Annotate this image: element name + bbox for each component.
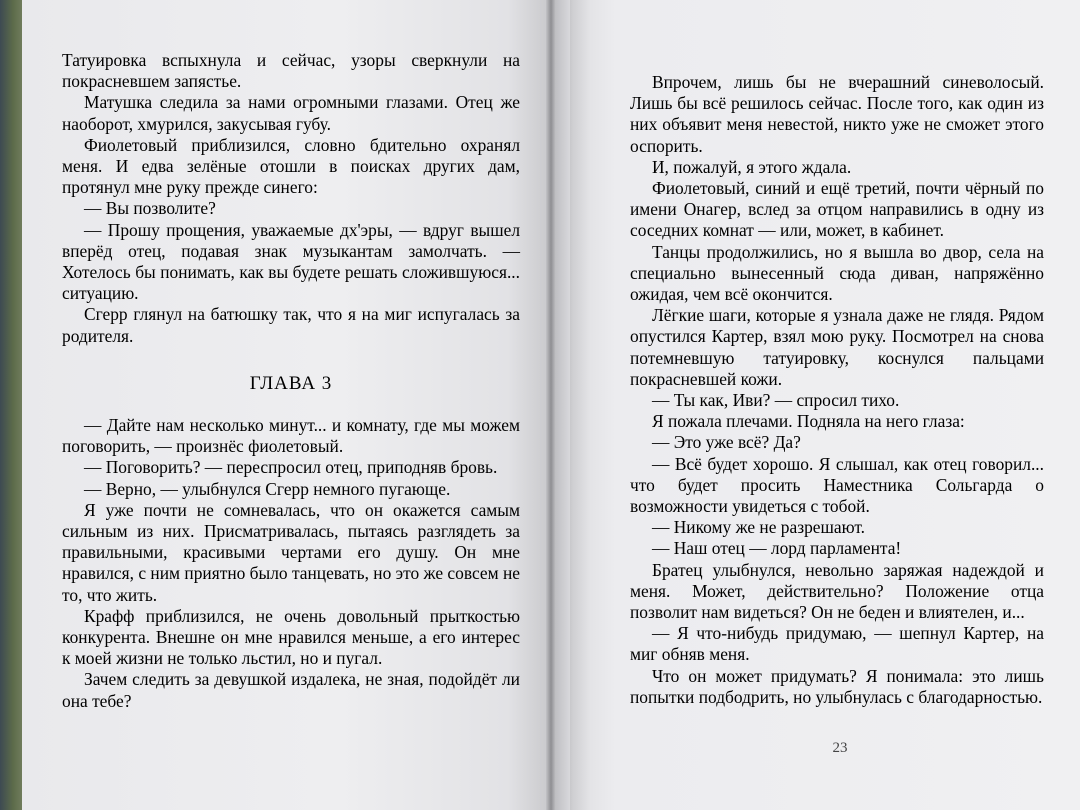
paragraph: Матушка следила за нами огромными глазами. Отец же наоборот, хмурился, закусывая губу. [62, 92, 520, 134]
paragraph: Что он может придумать? Я понимала: это лишь попытки подбодрить, но улыбнулась с благодарностью. [630, 665, 1044, 707]
paragraph: — Это уже всё? Да? [652, 432, 801, 453]
paragraph: Фиолетовый приблизился, словно бдительно охранял меня. И едва зелёные отошли в поисках других дам, протянул мне руку прежде синего: [62, 134, 520, 198]
paragraph: — Всё будет хорошо. Я слышал, как отец говорил... что будет просить Наместника Сольгарда о возможности увидеться с тобой. [630, 453, 1044, 517]
paragraph: Я уже почти не сомневалась, что он окажется самым сильным из них. Присматривалась, пытаясь разглядеть за правильными, красивыми чертами его душу. Он мне нравился, с ним приятно было танцевать, но это же совсем не то, что жить. [62, 499, 520, 605]
paragraph: — Ты как, Иви? — спросил тихо. [652, 390, 900, 411]
paragraph: Зачем следить за девушкой издалека, не зная, подойдёт ли она тебе? [62, 669, 520, 711]
paragraph: — Никому же не разрешают. [652, 517, 866, 538]
paragraph: Я пожала плечами. Подняла на него глаза: [652, 411, 965, 432]
paragraph: Крафф приблизился, не очень довольный прыткостью конкурента. Внешне он мне нравился меньше, а его интерес к моей жизни не только льстил, но и пугал. [62, 605, 520, 669]
book-gutter [546, 0, 556, 810]
page-shadow [570, 0, 590, 810]
chapter-heading: ГЛАВА 3 [249, 372, 333, 394]
paragraph: Танцы продолжились, но я вышла во двор, села на специально вынесенный сюда диван, напряжённо ожидая, чем всё окончится. [630, 241, 1044, 305]
paragraph: И, пожалуй, я этого ждала. [652, 156, 852, 177]
paragraph: Татуировка вспыхнула и сейчас, узоры сверкнули на покрасневшем запястье. [62, 50, 520, 92]
paragraph: Впрочем, лишь бы не вчерашний синеволосый. Лишь бы всё решилось сейчас. После того, как один из них объявит меня невестой, никто уже не сможет этого оспорить. [630, 72, 1044, 156]
paragraph: — Я что-нибудь придумаю, — шепнул Картер, на миг обняв меня. [630, 623, 1044, 665]
paragraph: Братец улыбнулся, невольно заряжая надеждой и меня. Может, действительно? Положение отца позволит нам видеться? Он не беден и влиятелен, и... [630, 559, 1044, 623]
paragraph: — Наш отец — лорд парламента! [652, 538, 902, 559]
paragraph: — Прошу прощения, уважаемые дх'эры, — вдруг вышел вперёд отец, подавая знак музыкантам замолчать. — Хотелось бы понимать, как вы будете решать сложившуюся... ситуацию. [62, 219, 520, 304]
paragraph: Сгерр глянул на батюшку так, что я на миг испугалась за родителя. [62, 304, 520, 346]
paragraph: — Вы позволите? [84, 198, 216, 219]
paragraph: — Дайте нам несколько минут... и комнату, где мы можем поговорить, — произнёс фиолетовый. [62, 415, 520, 457]
paragraph: — Поговорить? — переспросил отец, приподняв бровь. [84, 457, 498, 478]
paragraph: Фиолетовый, синий и ещё третий, почти чёрный по имени Онагер, вслед за отцом направились в одну из соседних комнат — или, может, в кабинет. [630, 178, 1044, 241]
right-page-text [630, 72, 1044, 708]
left-page-text [62, 50, 520, 712]
paragraph: — Верно, — улыбнулся Сгерр немного пугающе. [84, 478, 451, 499]
page-number: 23 [832, 740, 848, 756]
paragraph: Лёгкие шаги, которые я узнала даже не глядя. Рядом опустился Картер, взял мою руку. Посмотрел на снова потемневшую татуировку, коснулся пальцами покрасневшей кожи. [630, 305, 1044, 389]
